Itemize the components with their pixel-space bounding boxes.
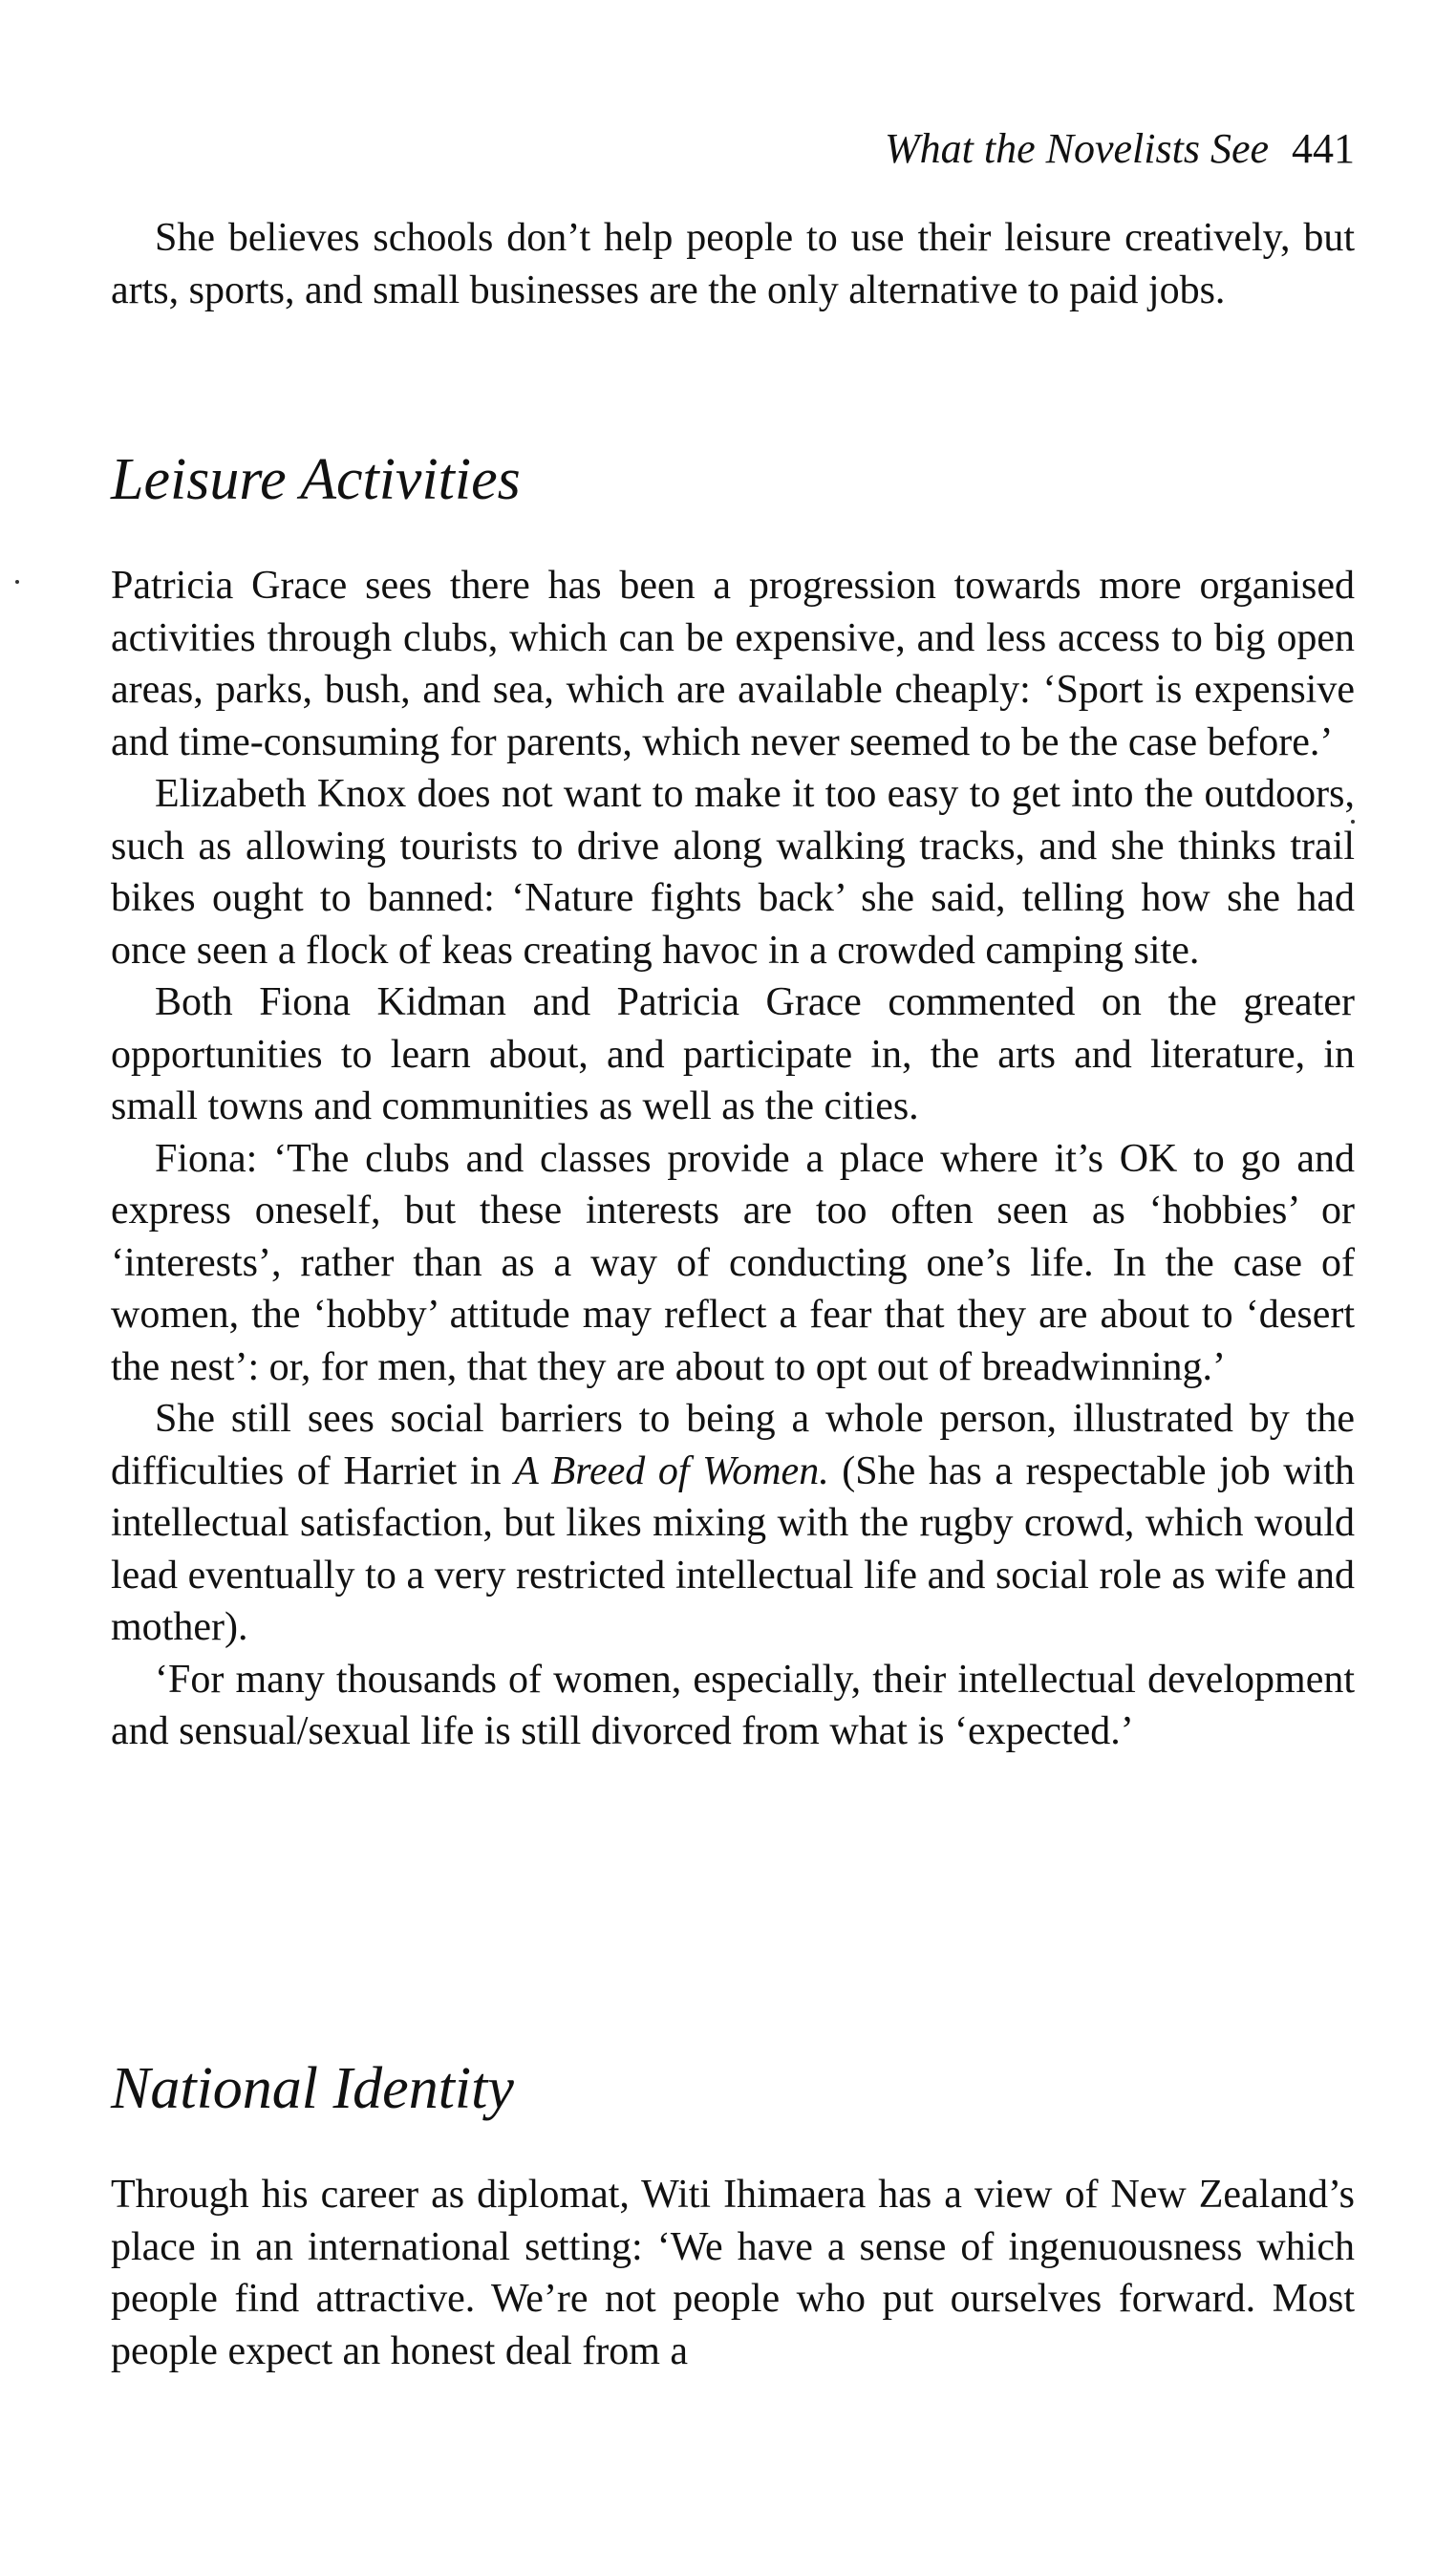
paragraph-5-text-after: (She has a respectable job with intellectual satisfaction, but likes mixing with the rugby crowd, which would lead eventually to a very restricted intellectual life and social role as wife and mother). xyxy=(111,1448,1355,1649)
leisure-paragraph-4: Fiona: ‘The clubs and classes provide a place where it’s OK to go and express oneself, but these interests are too often seen as ‘hobbies’ or ‘interests’, rather than as a way of conducting one’s life. In the case of women, the ‘hobby’ attitude may reflect a fear that they are about to ‘desert the nest’: or, for men, that they are about to opt out of breadwinning.’ xyxy=(111,1136,1355,1389)
scan-speck xyxy=(1351,820,1355,824)
leisure-paragraph-5 xyxy=(111,1393,1355,1654)
leisure-paragraph-6: ‘For many thousands of women, especially, their intellectual development and sensual/sexual life is still divorced from what is ‘expected.’ xyxy=(111,1657,1355,1753)
paragraph-5-text-before: She still sees social barriers to being a whole person, illustrated by the difficulties of Harriet in xyxy=(111,1397,1355,1493)
section-heading-leisure: Leisure Activities xyxy=(111,447,521,512)
leisure-section xyxy=(111,560,1355,1758)
leisure-paragraph-3: Both Fiona Kidman and Patricia Grace commented on the greater opportunities to learn about, and participate in, the arts and literature, in small towns and communities as well as the cities. xyxy=(111,980,1355,1128)
page-number: 441 xyxy=(1292,125,1355,172)
intro-section xyxy=(111,212,1355,316)
intro-paragraph: She believes schools don’t help people to use their leisure creatively, but arts, sports, and small businesses are the only alternative to paid jobs. xyxy=(111,216,1355,312)
running-title: What the Novelists See xyxy=(884,125,1269,172)
national-paragraph-1: Through his career as diplomat, Witi Ihimaera has a view of New Zealand’s place in an international setting: ‘We have a sense of ingenuousness which people find attractive. We’re not people who put ourselves forward. Most people expect an honest deal from a xyxy=(111,2173,1355,2373)
national-identity-section xyxy=(111,2169,1355,2377)
leisure-paragraph-1: Patricia Grace sees there has been a progression towards more organised activities through clubs, which can be expensive, and less access to big open areas, parks, bush, and sea, which are available cheaply: ‘Sport is expensive and time-consuming for parents, which never seemed to be the case before.’ xyxy=(111,564,1355,764)
scan-speck xyxy=(15,580,19,584)
running-head xyxy=(111,122,1355,176)
leisure-paragraph-2: Elizabeth Knox does not want to make it too easy to get into the outdoors, such as allowing tourists to drive along walking tracks, and she thinks trail bikes ought to banned: ‘Nature fights back’ she said, telling how she had once seen a flock of keas creating havoc in a crowded camping site. xyxy=(111,772,1355,973)
section-heading-national-identity: National Identity xyxy=(111,2056,514,2121)
book-title: A Breed of Women. xyxy=(514,1448,829,1493)
